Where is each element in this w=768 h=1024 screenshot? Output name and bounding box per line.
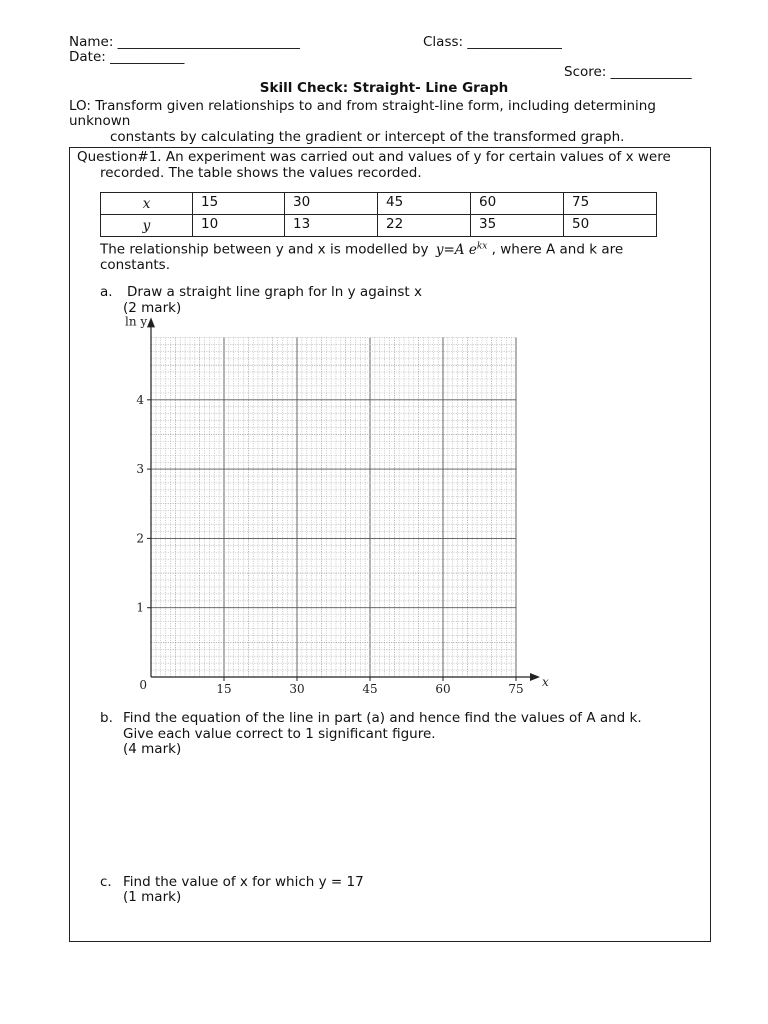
part-c-label: c. bbox=[100, 874, 112, 890]
y-axis-arrow-icon bbox=[147, 317, 155, 327]
y-tick-label: 2 bbox=[136, 531, 144, 546]
model-formula bbox=[436, 242, 488, 258]
page-title: Skill Check: Straight- Line Graph bbox=[259, 80, 509, 96]
origin-label: 0 bbox=[139, 678, 147, 692]
question-intro-line2: recorded. The table shows the values recorded. bbox=[100, 165, 422, 181]
x-tick-label: 30 bbox=[289, 682, 305, 696]
table-header-y: y bbox=[101, 215, 193, 237]
part-a-label: a. bbox=[100, 284, 113, 300]
part-b-marks: (4 mark) bbox=[123, 741, 182, 757]
formula-exponent: kx bbox=[476, 241, 488, 251]
formula-base: y=A e bbox=[435, 241, 477, 258]
learning-objective-line2: unknown bbox=[69, 113, 131, 129]
model-text-after: , where A and k are bbox=[491, 241, 624, 258]
table-cell: 13 bbox=[285, 215, 378, 237]
model-statement bbox=[100, 241, 623, 258]
date-field-line[interactable]: Date: ___________ bbox=[69, 49, 185, 65]
part-b-label: b. bbox=[100, 710, 113, 726]
question-intro-line1: Question#1. An experiment was carried out and values of y for certain values of x were bbox=[77, 149, 671, 165]
class-field-line[interactable]: Class: ______________ bbox=[423, 34, 562, 50]
part-b-text-line1: Find the equation of the line in part (a) and hence find the values of A and k. bbox=[123, 710, 642, 726]
grid-lines bbox=[151, 337, 516, 677]
data-table bbox=[100, 192, 657, 237]
score-field-line[interactable]: Score: ____________ bbox=[564, 64, 692, 80]
table-cell: 30 bbox=[285, 193, 378, 215]
x-tick-label: 75 bbox=[508, 682, 524, 696]
table-row-x bbox=[101, 193, 657, 215]
x-tick-label: 60 bbox=[435, 682, 451, 696]
part-b-text-line2: Give each value correct to 1 significant figure. bbox=[123, 726, 436, 742]
learning-objective-line1: LO: Transform given relationships to and from straight-line form, including determining bbox=[69, 98, 656, 114]
x-tick-label: 45 bbox=[362, 682, 378, 696]
table-cell: 15 bbox=[193, 193, 285, 215]
table-cell: 50 bbox=[564, 215, 657, 237]
y-axis-label: ln y bbox=[125, 314, 148, 329]
table-cell: 35 bbox=[471, 215, 564, 237]
tick-labels bbox=[125, 314, 549, 696]
part-c-text: Find the value of x for which y = 17 bbox=[123, 874, 364, 890]
table-cell: 60 bbox=[471, 193, 564, 215]
x-tick-label: 15 bbox=[216, 682, 232, 696]
x-axis-arrow-icon bbox=[530, 673, 540, 681]
table-cell: 75 bbox=[564, 193, 657, 215]
part-a-marks: (2 mark) bbox=[123, 300, 182, 316]
table-cell: 22 bbox=[378, 215, 471, 237]
y-tick-label: 3 bbox=[136, 462, 144, 477]
y-tick-label: 4 bbox=[136, 392, 144, 407]
part-c-marks: (1 mark) bbox=[123, 889, 182, 905]
model-text-before: The relationship between y and x is modelled by bbox=[100, 241, 429, 258]
table-header-x: x bbox=[101, 193, 193, 215]
y-tick-label: 1 bbox=[136, 600, 144, 615]
name-field-line[interactable]: Name: ___________________________ bbox=[69, 34, 300, 50]
x-axis-label: x bbox=[542, 675, 549, 689]
model-statement-line2: constants. bbox=[100, 257, 171, 273]
graph-paper-chart[interactable] bbox=[110, 312, 560, 702]
learning-objective-line3: constants by calculating the gradient or intercept of the transformed graph. bbox=[110, 129, 625, 145]
table-cell: 10 bbox=[193, 215, 285, 237]
part-a-text: Draw a straight line graph for ln y against x bbox=[127, 284, 422, 300]
table-cell: 45 bbox=[378, 193, 471, 215]
table-row-y bbox=[101, 215, 657, 237]
